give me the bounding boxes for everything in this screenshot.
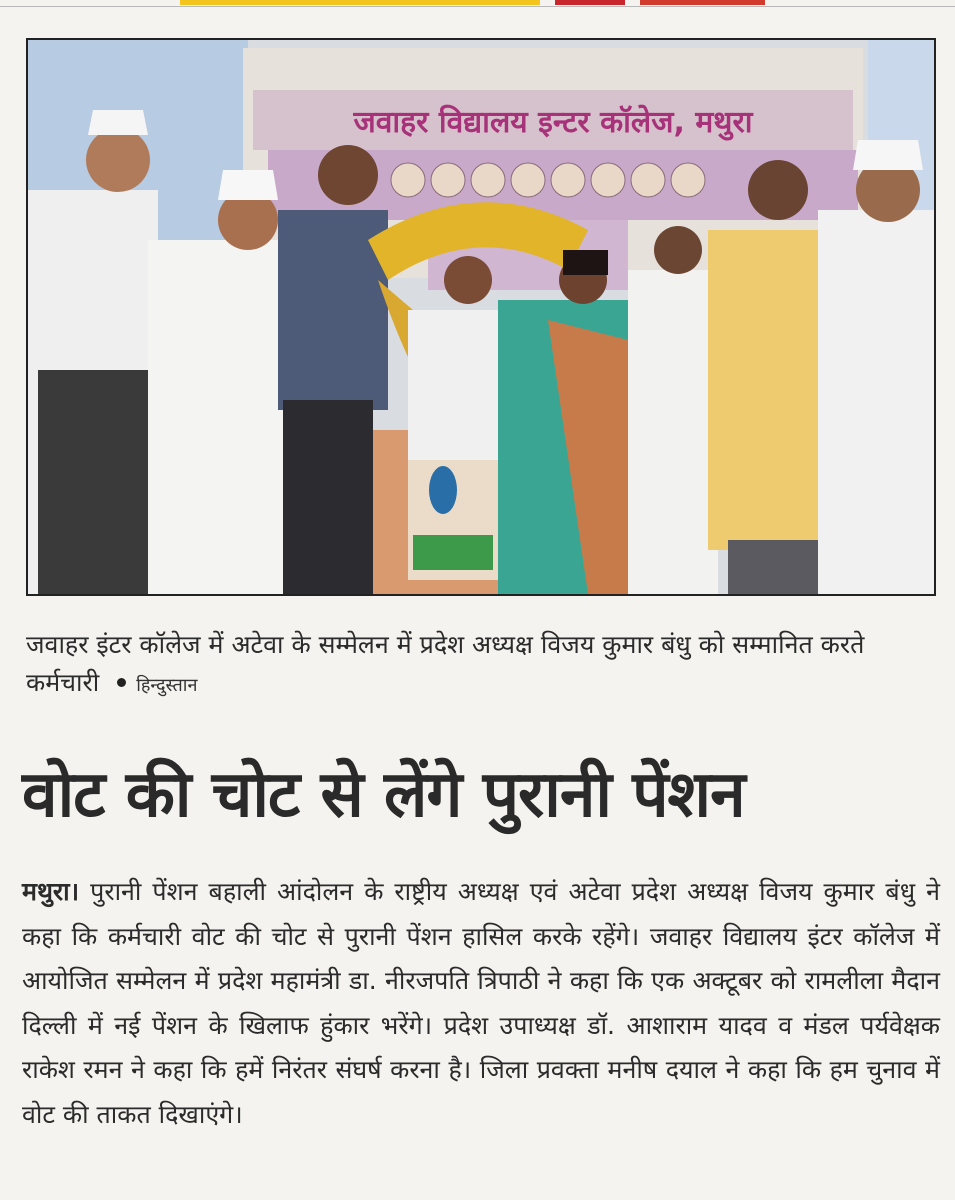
red-accent-bar <box>555 0 625 5</box>
yellow-accent-bar <box>180 0 540 5</box>
red-accent-bar-2 <box>640 0 765 5</box>
caption-text: जवाहर इंटर कॉलेज में अटेवा के सम्मेलन में प्रदेश अध्यक्ष विजय कुमार बंधु को सम्मानित करते कर्मचारी <box>26 630 865 697</box>
bullet-dot <box>117 678 126 687</box>
article-headline: वोट की चोट से लेंगे पुरानी पेंशन <box>22 758 745 832</box>
top-color-strip <box>0 0 955 8</box>
news-photo <box>26 38 936 596</box>
photo-credit: हिन्दुस्तान <box>136 675 198 696</box>
article-body <box>22 870 940 1137</box>
article-body-text: पुरानी पेंशन बहाली आंदोलन के राष्ट्रीय अध्यक्ष एवं अटेवा प्रदेश अध्यक्ष विजय कुमार बंधु ने कहा कि कर्मचारी वोट की चोट से पुरानी पेंशन हासिल करके रहेंगे। जवाहर विद्यालय इंटर कॉलेज में आयोजित सम्मेलन में प्रदेश महामंत्री डा. नीरजपति त्रिपाठी ने कहा कि एक अक्टूबर को रामलीला मैदान दिल्ली में नई पेंशन के खिलाफ हुंकार भरेंगे। प्रदेश उपाध्यक्ष डॉ. आशाराम यादव व मंडल पर्यवेक्षक राकेश रमन ने कहा कि हमें निरंतर संघर्ष करना है। जिला प्रवक्ता मनीष दयाल ने कहा कि हम चुनाव में वोट की ताकत दिखाएंगे। <box>22 877 940 1129</box>
photo-illustration <box>28 40 934 594</box>
top-rule <box>0 6 955 7</box>
dateline: मथुरा। <box>22 877 80 906</box>
banner-text: जवाहर विद्यालय इन्टर कॉलेज, मथुरा <box>353 105 753 140</box>
photo-caption <box>26 626 931 705</box>
